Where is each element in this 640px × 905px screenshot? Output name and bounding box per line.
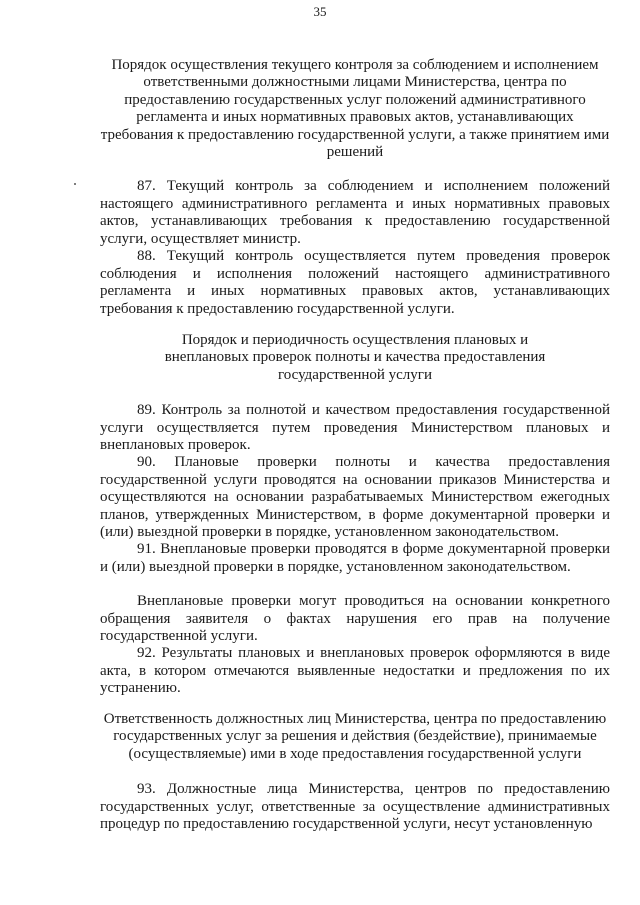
paragraph-93: 93. Должностные лица Министерства, центров по предоставлению государственных услуг, ответственные за осуществление административных процедур по предоставлению государственной услуги, несут установленную xyxy=(100,781,610,832)
page-number: 35 xyxy=(313,4,327,19)
paragraph-92: 92. Результаты плановых и внеплановых проверок оформляются в виде акта, в котором отмечаются выявленные недостатки и предложения по их устранению. xyxy=(100,645,610,696)
paragraph-89: 89. Контроль за полнотой и качеством предоставления государственной услуги осуществляется путем проведения Министерством плановых и внеплановых проверок. xyxy=(100,402,610,453)
section-heading-inspections: Порядок и периодичность осуществления плановых и внеплановых проверок полноты и качества предоставления государственной услуги xyxy=(164,332,546,383)
paragraph-87: 87. Текущий контроль за соблюдением и исполнением положений настоящего административного регламента и иных нормативных правовых актов, устанавливающих требования к предоставлению государственной услуги, осуществляет министр. xyxy=(100,178,610,247)
paragraph-91: 91. Внеплановые проверки проводятся в форме документарной проверки и (или) выездной проверки в порядке, установленном законодательством. xyxy=(100,541,610,575)
margin-mark xyxy=(74,183,76,185)
section-heading-responsibility: Ответственность должностных лиц Министерства, центра по предоставлению государственных услуг за решения и действия (бездействие), принимаемые (осуществляемые) ими в ходе предоставления государственной услуги xyxy=(103,711,607,762)
section-heading-current-control: Порядок осуществления текущего контроля за соблюдением и исполнением ответственными должностными лицами Министерства, центра по предоставлению государственных услуг положений административного регламента и иных нормативных правовых актов, устанавливающих требования к предоставлению государственной услуги, а также принятием ими решений xyxy=(100,57,610,161)
paragraph-88: 88. Текущий контроль осуществляется путем проведения проверок соблюдения и исполнения положений настоящего административного регламента и иных нормативных правовых актов, устанавливающих требования к предоставлению государственной услуги. xyxy=(100,248,610,317)
paragraph-unscheduled-inspections: Внеплановые проверки могут проводиться на основании конкретного обращения заявителя о фактах нарушения его прав на получение государственной услуги. xyxy=(100,593,610,644)
paragraph-90: 90. Плановые проверки полноты и качества предоставления государственной услуги проводятся на основании приказов Министерства и осуществляются на основании разрабатываемых Министерством ежегодных планов, утвержденных Министерством, в форме документарной проверки и (или) выездной проверки в порядке, установленном законодательством. xyxy=(100,454,610,540)
